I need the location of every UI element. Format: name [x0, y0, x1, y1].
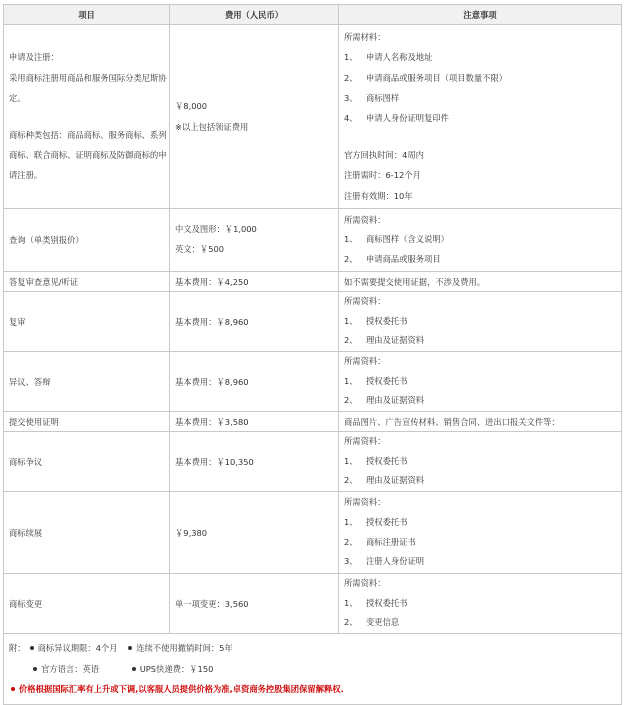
list-item: 1、 授权委托书 [344, 455, 408, 466]
list-item: 3、 商标图样 [344, 92, 400, 103]
list-item: 2、 变更信息 [344, 617, 400, 628]
opposition-period: 商标异议期限：4个月 [37, 643, 118, 653]
list-item: 1、 授权委托书 [344, 315, 408, 326]
change-fee: 单一项变更：3,560 [170, 574, 339, 634]
change-item: 商标变更 [4, 574, 170, 634]
use-proof-notes: 商品图片、广告宣传材料、销售合同、进出口报关文件等： [339, 412, 622, 432]
header-item: 项目 [4, 5, 170, 25]
row-footer [4, 634, 622, 705]
header-fee: 费用（人民币） [170, 5, 339, 25]
search-item: 查询（单类别报价） [4, 209, 170, 272]
bullet-icon [128, 646, 132, 650]
dispute-notes: 所需资料： 1、 授权委托书 2、 理由及证据资料 [339, 432, 622, 492]
footer-prefix: 附： [9, 643, 26, 653]
fee-table-container [3, 4, 622, 705]
warning-bullet-icon [11, 687, 15, 691]
footer-notes [4, 634, 622, 705]
bullet-icon [33, 667, 37, 671]
non-use-period: 连续不使用撤销时间：5年 [136, 643, 233, 653]
bullet-icon [30, 646, 34, 650]
bullet-icon [132, 667, 136, 671]
trademark-fee-table [3, 4, 622, 705]
list-item: 4、 申请人身份证明复印件 [344, 113, 449, 123]
opposition-fee: 基本费用：￥8,960 [170, 352, 339, 412]
list-item: 1、 授权委托书 [344, 597, 408, 608]
opposition-item: 异议、答辩 [4, 352, 170, 412]
row-renewal [4, 492, 622, 574]
header-notes: 注意事项 [339, 5, 622, 25]
renewal-notes: 所需资料： 1、 授权委托书 2、 商标注册证书 3、 注册人身份证明 [339, 492, 622, 574]
list-item: 1、 授权委托书 [344, 516, 408, 527]
search-notes: 所需资料： 1、 商标图样（含义说明） 2、 申请商品或服务项目 [339, 209, 622, 272]
list-item: 2、 申请商品或服务项目（项目数量不限） [344, 72, 508, 83]
review-reply-fee: 基本费用：￥4,250 [170, 272, 339, 292]
reexam-notes: 所需资料： 1、 授权委托书 2、 理由及证据资料 [339, 292, 622, 352]
ups-fee: UPS快递费：￥150 [139, 663, 214, 674]
list-item: 2、 理由及证据资料 [344, 475, 425, 486]
search-fee: 中文及图形：￥1,000 英文：￥500 [170, 209, 339, 272]
review-reply-notes: 如不需要提交使用证据，不涉及费用。 [339, 272, 622, 292]
change-notes: 所需资料： 1、 授权委托书 2、 变更信息 [339, 574, 622, 634]
official-language: 官方语言：英语 [41, 663, 100, 674]
reexam-fee: 基本费用：￥8,960 [170, 292, 339, 352]
use-proof-item: 提交使用证明 [4, 412, 170, 432]
registration-notes: 所需材料： 1、 申请人名称及地址 2、 申请商品或服务项目（项目数量不限） 3、 商标图样 4、 申请人身份证明复印件 官方回执时间：4周内 注册需时：6-12个月 注册有效期：10年 [339, 25, 622, 209]
price-disclaimer: 价格根据国际汇率有上升或下调,以客服人员提供价格为准,卓资商务控股集团保留解释权. [19, 684, 344, 694]
opposition-notes: 所需资料： 1、 授权委托书 2、 理由及证据资料 [339, 352, 622, 412]
list-item: 2、 理由及证据资料 [344, 335, 425, 346]
renewal-item: 商标续展 [4, 492, 170, 574]
reexam-item: 复审 [4, 292, 170, 352]
row-review-reply [4, 272, 622, 292]
list-item: 1、 申请人名称及地址 [344, 52, 433, 63]
list-item: 2、 理由及证据资料 [344, 395, 425, 406]
row-registration [4, 25, 622, 209]
row-search [4, 209, 622, 272]
dispute-fee: 基本费用：￥10,350 [170, 432, 339, 492]
renewal-fee: ￥9,380 [170, 492, 339, 574]
registration-fee: ￥8,000 ※以上包括领证费用 [170, 25, 339, 209]
dispute-item: 商标争议 [4, 432, 170, 492]
list-item: 2、 商标注册证书 [344, 536, 416, 547]
row-dispute [4, 432, 622, 492]
row-reexam [4, 292, 622, 352]
list-item: 3、 注册人身份证明 [344, 556, 425, 567]
table-header-row [4, 5, 622, 25]
registration-item: 申请及注册： 采用商标注册用商品和服务国际分类尼斯协 定。 商标种类包括：商品商标、服务商标、系列 商标、联合商标、证明商标及防御商标的申 请注册。 [4, 25, 170, 209]
list-item: 1、 商标图样（含义说明） [344, 234, 449, 245]
row-change [4, 574, 622, 634]
row-opposition [4, 352, 622, 412]
use-proof-fee: 基本费用：￥3,580 [170, 412, 339, 432]
review-reply-item: 答复审查意见/听证 [4, 272, 170, 292]
list-item: 1、 授权委托书 [344, 375, 408, 386]
row-use-proof [4, 412, 622, 432]
list-item: 2、 申请商品或服务项目 [344, 253, 441, 264]
